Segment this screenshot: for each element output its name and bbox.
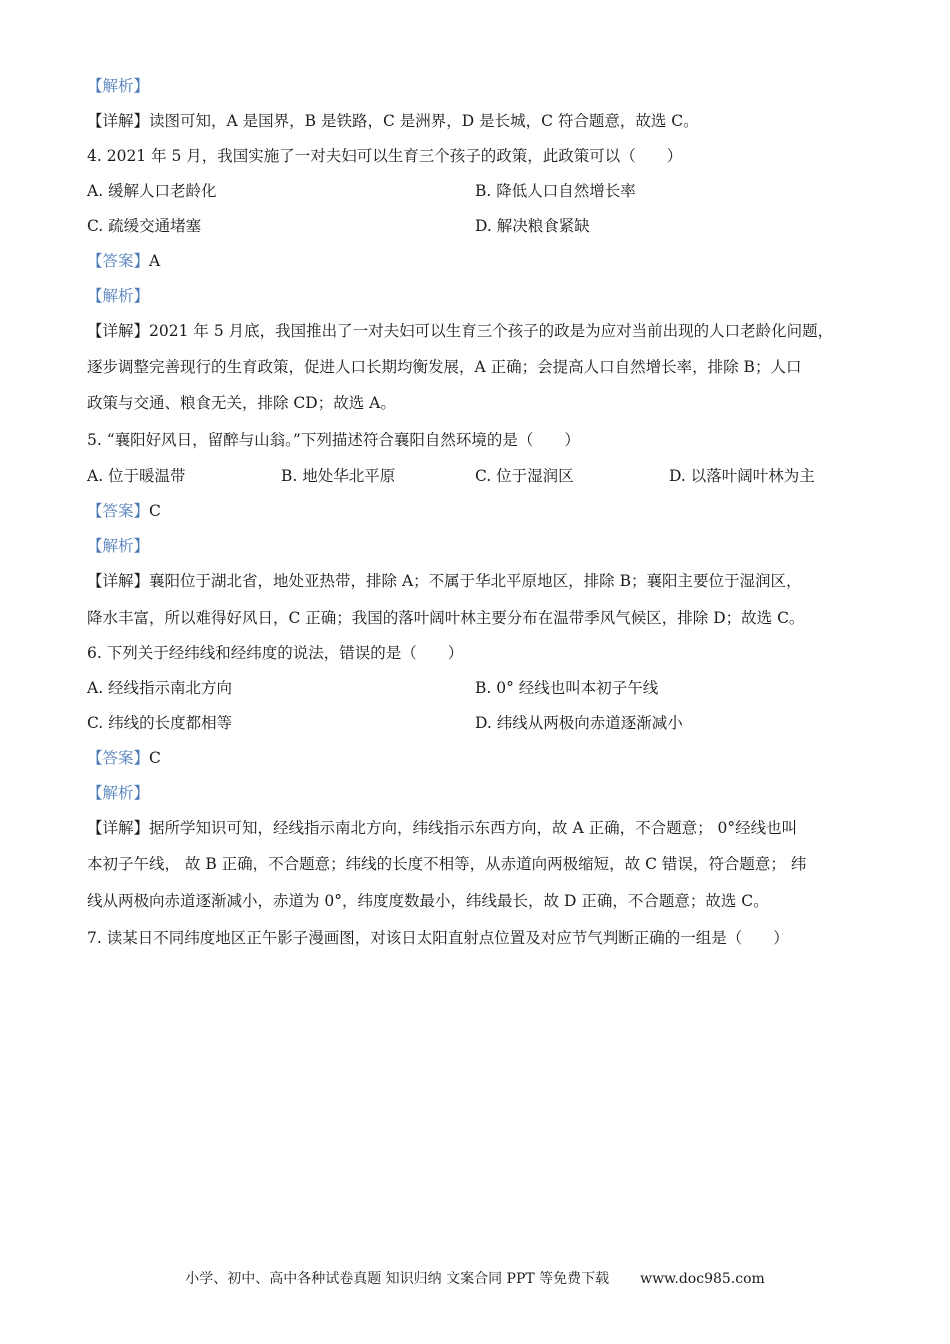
q6-detail-line-3: 线从两极向赤道逐渐减小，赤道为 0°，纬度度数最小，纬线最长，故 D 正确，不合题意；故选 C。 [87,892,769,910]
q5-option-d: D. 以落叶阔叶林为主 [669,467,815,485]
q6-detail-line-2: 本初子午线， 故 B 正确，不合题意；纬线的长度不相等，从赤道向两极缩短，故 C 错误，符合题意； 纬 [87,855,807,873]
q5-option-a: A. 位于暖温带 [87,467,186,485]
q6-option-b: B. 0° 经线也叫本初子午线 [475,679,659,697]
q5-detail-tag: 【详解】 [87,572,150,590]
q7-question: 7. 读某日不同纬度地区正午影子漫画图，对该日太阳直射点位置及对应节气判断正确的一组是（ ） [87,929,789,947]
q3-analysis-tag: 【解析】 [87,77,150,95]
q6-detail-line-1 [87,817,797,839]
q6-answer [87,747,161,769]
q5-analysis-tag: 【解析】 [87,537,150,555]
q4-detail-line-1 [87,320,833,342]
q5-option-c: C. 位于湿润区 [475,467,574,485]
q6-option-d: D. 纬线从两极向赤道逐渐减小 [475,714,683,732]
q5-detail-line-2: 降水丰富，所以难得好风日，C 正确；我国的落叶阔叶林主要分布在温带季风气候区，排除 D；故选 C。 [87,609,805,627]
q4-option-c: C. 疏缓交通堵塞 [87,217,202,235]
q4-option-b: B. 降低人口自然增长率 [475,182,636,200]
q6-option-c: C. 纬线的长度都相等 [87,714,233,732]
q4-detail-line-2: 逐步调整完善现行的生育政策，促进人口长期均衡发展，A 正确；会提高人口自然增长率，排除 B；人口 [87,358,802,376]
q5-question: 5. “襄阳好风日，留醉与山翁。”下列描述符合襄阳自然环境的是（ ） [87,431,580,449]
q3-detail-text: 读图可知，A 是国界，B 是铁路，C 是洲界，D 是长城，C 符合题意，故选 C。 [149,112,699,130]
page-footer [0,1268,950,1288]
q4-answer-value: A [149,252,161,270]
q4-option-d: D. 解决粮食紧缺 [475,217,590,235]
q4-answer-tag: 【答案】 [87,252,150,270]
q6-answer-tag: 【答案】 [87,749,150,767]
q6-analysis-tag: 【解析】 [87,784,150,802]
q3-detail-tag: 【详解】 [87,112,150,130]
q5-answer-value: C [149,502,161,520]
q5-answer [87,500,161,522]
q6-detail-tag: 【详解】 [87,819,150,837]
q4-detail-text-1: 2021 年 5 月底，我国推出了一对夫妇可以生育三个孩子的政是为应对当前出现的人口老龄化问题， [149,322,834,340]
footer-text: 小学、初中、高中各种试卷真题 知识归纳 文案合同 PPT 等免费下载 [185,1271,610,1287]
q5-option-b: B. 地处华北平原 [281,467,396,485]
footer-url[interactable]: www.doc985.com [640,1271,765,1287]
q5-answer-tag: 【答案】 [87,502,150,520]
q6-question: 6. 下列关于经纬线和经纬度的说法，错误的是（ ） [87,644,464,662]
q4-answer [87,250,160,272]
q6-detail-text-1: 据所学知识可知，经线指示南北方向，纬线指示东西方向，故 A 正确，不合题意； 0°经线也叫 [149,819,798,837]
q4-detail-line-3: 政策与交通、粮食无关，排除 CD；故选 A。 [87,394,396,412]
q4-option-a: A. 缓解人口老龄化 [87,182,217,200]
q5-detail-line-1 [87,570,801,592]
q6-answer-value: C [149,749,161,767]
q5-detail-text-1: 襄阳位于湖北省，地处亚热带，排除 A；不属于华北平原地区，排除 B；襄阳主要位于湿润区， [149,572,802,590]
q3-detail [87,110,699,132]
q6-option-a: A. 经线指示南北方向 [87,679,233,697]
q4-analysis-tag: 【解析】 [87,287,150,305]
q4-question: 4. 2021 年 5 月，我国实施了一对夫妇可以生育三个孩子的政策，此政策可以（ ） [87,147,683,165]
q4-detail-tag: 【详解】 [87,322,150,340]
